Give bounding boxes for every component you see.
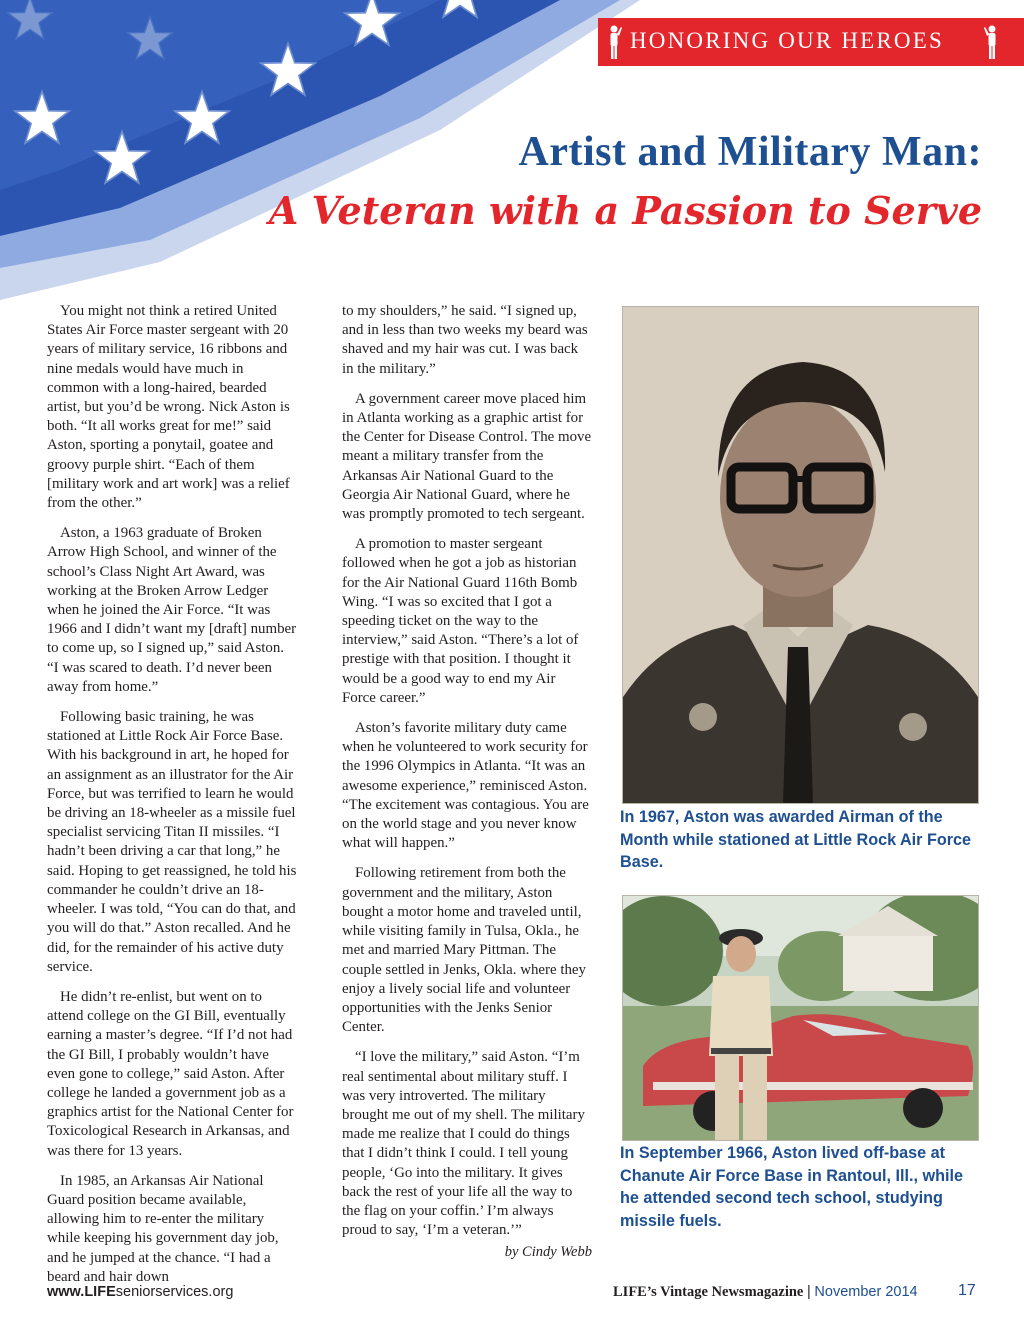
page-number: 17	[958, 1282, 976, 1299]
publication-name: LIFE’s Vintage Newsmagazine	[613, 1284, 804, 1300]
paragraph: Following basic training, he was stationed at Little Rock Air Force Base. With his background in art, he hoped for an assignment as an illustrator for the Air Force, but was terrified to learn he would be driving an 18-wheeler as a missile fuel specialist servicing Titan II missiles. “I hadn’t been driving a car that long,” he said. Hoping to get reassigned, he told his commander he couldn’t drive an 18-wheeler. I was told, “You can do that, and you will do that.” Aston recalled. And he did, for the remainder of his active duty service.	[47, 709, 297, 975]
issue-date: November 2014	[814, 1284, 918, 1300]
article-title: Artist and Military Man:	[518, 129, 982, 175]
paragraph: In 1985, an Arkansas Air National Guard position became available, allowing him to re-enter the military while keeping his government day job, and he jumped at the chance. “I had a beard and hair down	[47, 1172, 279, 1285]
paragraph: A government career move placed him in Atlanta working as a graphic artist for the Center for Disease Control. The move meant a military transfer from the Arkansas Air National Guard to the Georgia Air National Guard, where he was promptly promoted to tech sergeant.	[342, 390, 592, 523]
saluting-soldier-icon	[606, 24, 622, 60]
paragraph: He didn’t re-enlist, but went on to attend college on the GI Bill, eventually earning a master’s degree. “If I’d not had the GI Bill, I probably wouldn’t have even gone to college,” said Aston. After college he landed a government job as a graphics artist for the National Center for Toxicological Research in Arkansas, and was there for 13 years.	[47, 988, 294, 1159]
section-banner	[598, 18, 1024, 66]
website-brand: www.LIFE	[47, 1284, 116, 1300]
byline: by Cindy Webb	[504, 1244, 592, 1261]
article-column-1	[47, 302, 299, 1298]
paragraph: You might not think a retired United States Air Force master sergeant with 20 years of military service, 16 ribbons and nine medals would have much in common with a long-haired, bearded artist, but you’d be wrong. Nick Aston is both. “It all works great for me!” said Aston, sporting a ponytail, goatee and groovy purple shirt. “Each of them [military work and art work] was a relief from the other.”	[47, 303, 290, 512]
paragraph: Following retirement from both the government and the military, Aston bought a motor home and traveled until, while visiting family in Tulsa, Okla., he met and married Mary Pittman. The couple settled in Jenks, Okla. where they enjoy a lively social life and volunteer opportunities with the Jenks Senior Center.	[342, 865, 586, 1036]
photo-caption: In 1967, Aston was awarded Airman of the Month while stationed at Little Rock Air Force Base.	[620, 808, 972, 871]
paragraph: Aston’s favorite military duty came when he volunteered to work security for the 1996 Olympics in Atlanta. “It was an awesome experience,” reminisced Aston. “The excitement was contagious. You are on the world stage and you never know what will happen.”	[342, 720, 589, 852]
paragraph: Aston, a 1963 graduate of Broken Arrow High School, and winner of the school’s Class Night Art Award, was working at the Broken Arrow Ledger when he joined the Air Force. “It was 1966 and I didn’t want my [draft] number to come up, so I signed up,” said Aston. “I was scared to death. I’d never been away from home.”	[47, 525, 297, 695]
saluting-soldier-icon	[984, 24, 1000, 60]
website-domain: seniorservices.org	[115, 1284, 234, 1300]
photo-caption: In September 1966, Aston lived off-base at Chanute Air Force Base in Rantoul, Ill., while he attended second tech school, studying missile fuels.	[620, 1144, 963, 1230]
banner-text: HONORING OUR HEROES	[630, 28, 944, 53]
footer-separator: |	[807, 1284, 811, 1300]
car-photo	[622, 895, 979, 1141]
article-subtitle: A Veteran with a Passion to Serve	[268, 188, 982, 233]
portrait-photo	[622, 306, 979, 804]
paragraph: “I love the military,” said Aston. “I’m real sentimental about military stuff. I was very introverted. The military brought me out of my shell. The military made me realize that I could do things that I didn’t think I could. I tell young people, ‘Go into the military. It gives back the rest of your life all the way to the flag on your coffin.’ I’m always proud to say, ‘I’m a veteran.’”	[342, 1049, 585, 1239]
paragraph: to my shoulders,” he said. “I signed up, and in less than two weeks my beard was shaved and my hair was cut. I was back in the military.”	[342, 303, 588, 377]
article-column-2	[342, 302, 592, 1263]
website-link[interactable]	[47, 1284, 233, 1300]
publication-info	[613, 1284, 918, 1301]
paragraph: A promotion to master sergeant followed when he got a job as historian for the Air National Guard 116th Bomb Wing. “I was so excited that I got a speeding ticket on the way to the interview,” said Aston. “There’s a lot of prestige with that position. I thought it would be a good way to end my Air Force career.”	[342, 536, 579, 706]
